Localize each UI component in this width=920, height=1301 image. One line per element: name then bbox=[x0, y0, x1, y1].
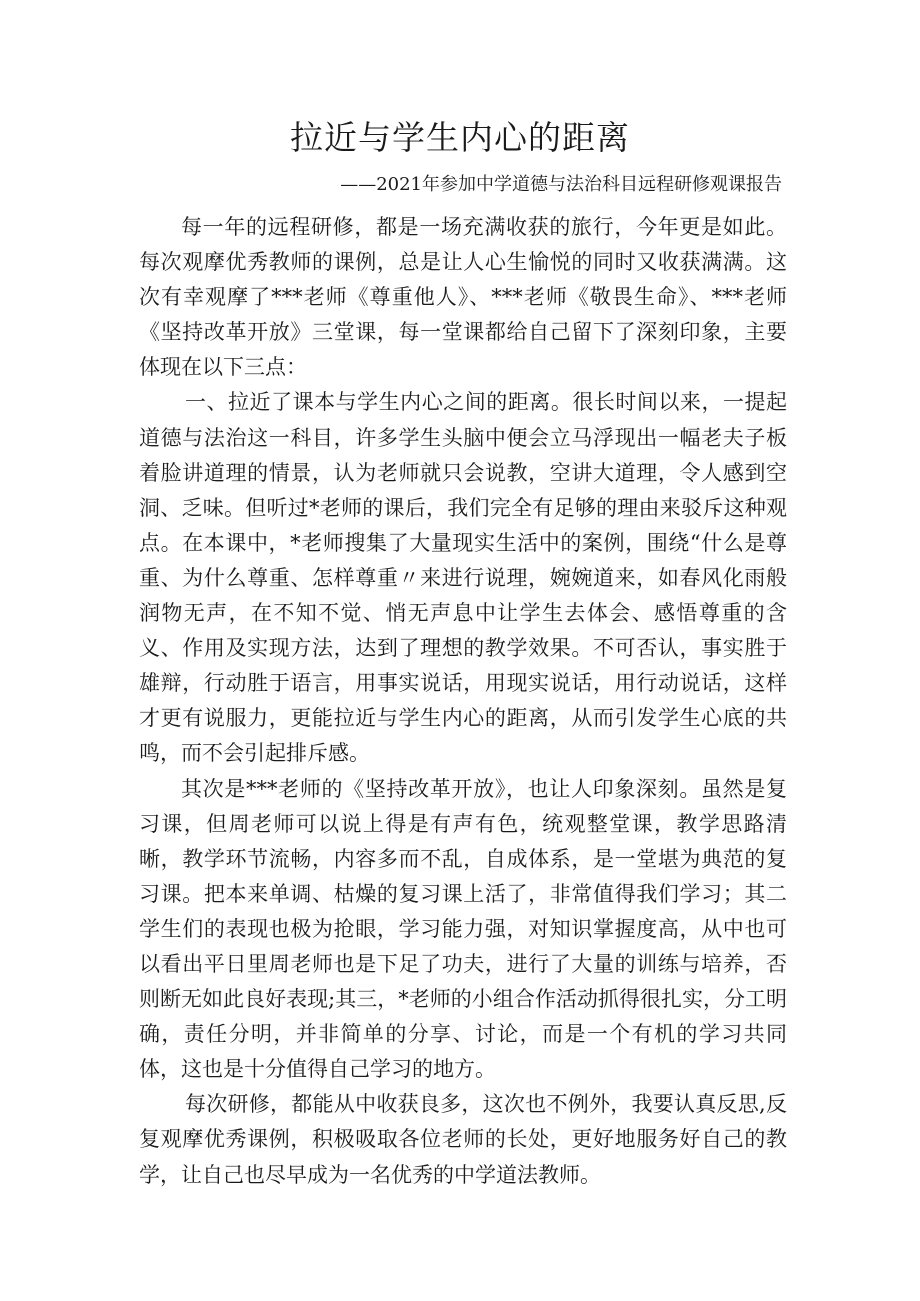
document-subtitle: ——2021年参加中学道德与法治科目远程研修观课报告 bbox=[340, 174, 782, 195]
paragraph-intro: 每一年的远程研修，都是一场充满收获的旅行，今年更是如此。每次观摩优秀教师的课例，总是让人心生愉悦的同时又收获满满。这次有幸观摩了***老师《尊重他人》、***老师《敬畏生命》、***老师《坚持改革开放》三堂课，每一堂课都给自己留下了深刻印象，主要体现在以下三点： bbox=[139, 215, 787, 380]
paragraph-conclusion: 每次研修，都能从中收获良多，这次也不例外，我要认真反思,反复观摩优秀课例，积极吸取各位老师的长处，更好地服务好自己的教学，让自己也尽早成为一名优秀的中学道法教师。 bbox=[139, 1092, 787, 1187]
document-title: 拉近与学生内心的距离 bbox=[290, 118, 630, 157]
paragraph-point-one: 一、拉近了课本与学生内心之间的距离。很长时间以来，一提起道德与法治这一科目，许多学生头脑中便会立马浮现出一幅老夫子板着脸讲道理的情景，认为老师就只会说教，空讲大道理，令人感到空洞、乏味。但听过*老师的课后，我们完全有足够的理由来驳斥这种观点。在本课中，*老师搜集了大量现实生活中的案例，围绕“什么是尊重、为什么尊重、怎样尊重〃来进行说理，婉婉道来，如春风化雨般润物无声，在不知不觉、悄无声息中让学生去体会、感悟尊重的含义、作用及实现方法，达到了理想的教学效果。不可否认，事实胜于雄辩，行动胜于语言，用事实说话，用现实说话，用行动说话，这样才更有说服力，更能拉近与学生内心的距离，从而引发学生心底的共鸣，而不会引起排斥感。 bbox=[139, 390, 787, 766]
paragraph-point-two: 其次是***老师的《坚持改革开放》，也让人印象深刻。虽然是复习课，但周老师可以说上得是有声有色，统观整堂课，教学思路清晰，教学环节流畅，内容多而不乱，自成体系，是一堂堪为典范的复习课。把本来单调、枯燥的复习课上活了，非常值得我们学习；其二学生们的表现也极为抢眼，学习能力强，对知识掌握度高，从中也可以看出平日里周老师也是下足了功夫，进行了大量的训练与培养，否则断无如此良好表现;其三，*老师的小组合作活动抓得很扎实，分工明确，责任分明，并非简单的分享、讨论，而是一个有机的学习共同体，这也是十分值得自己学习的地方。 bbox=[139, 776, 787, 1082]
document-body bbox=[139, 210, 787, 1193]
